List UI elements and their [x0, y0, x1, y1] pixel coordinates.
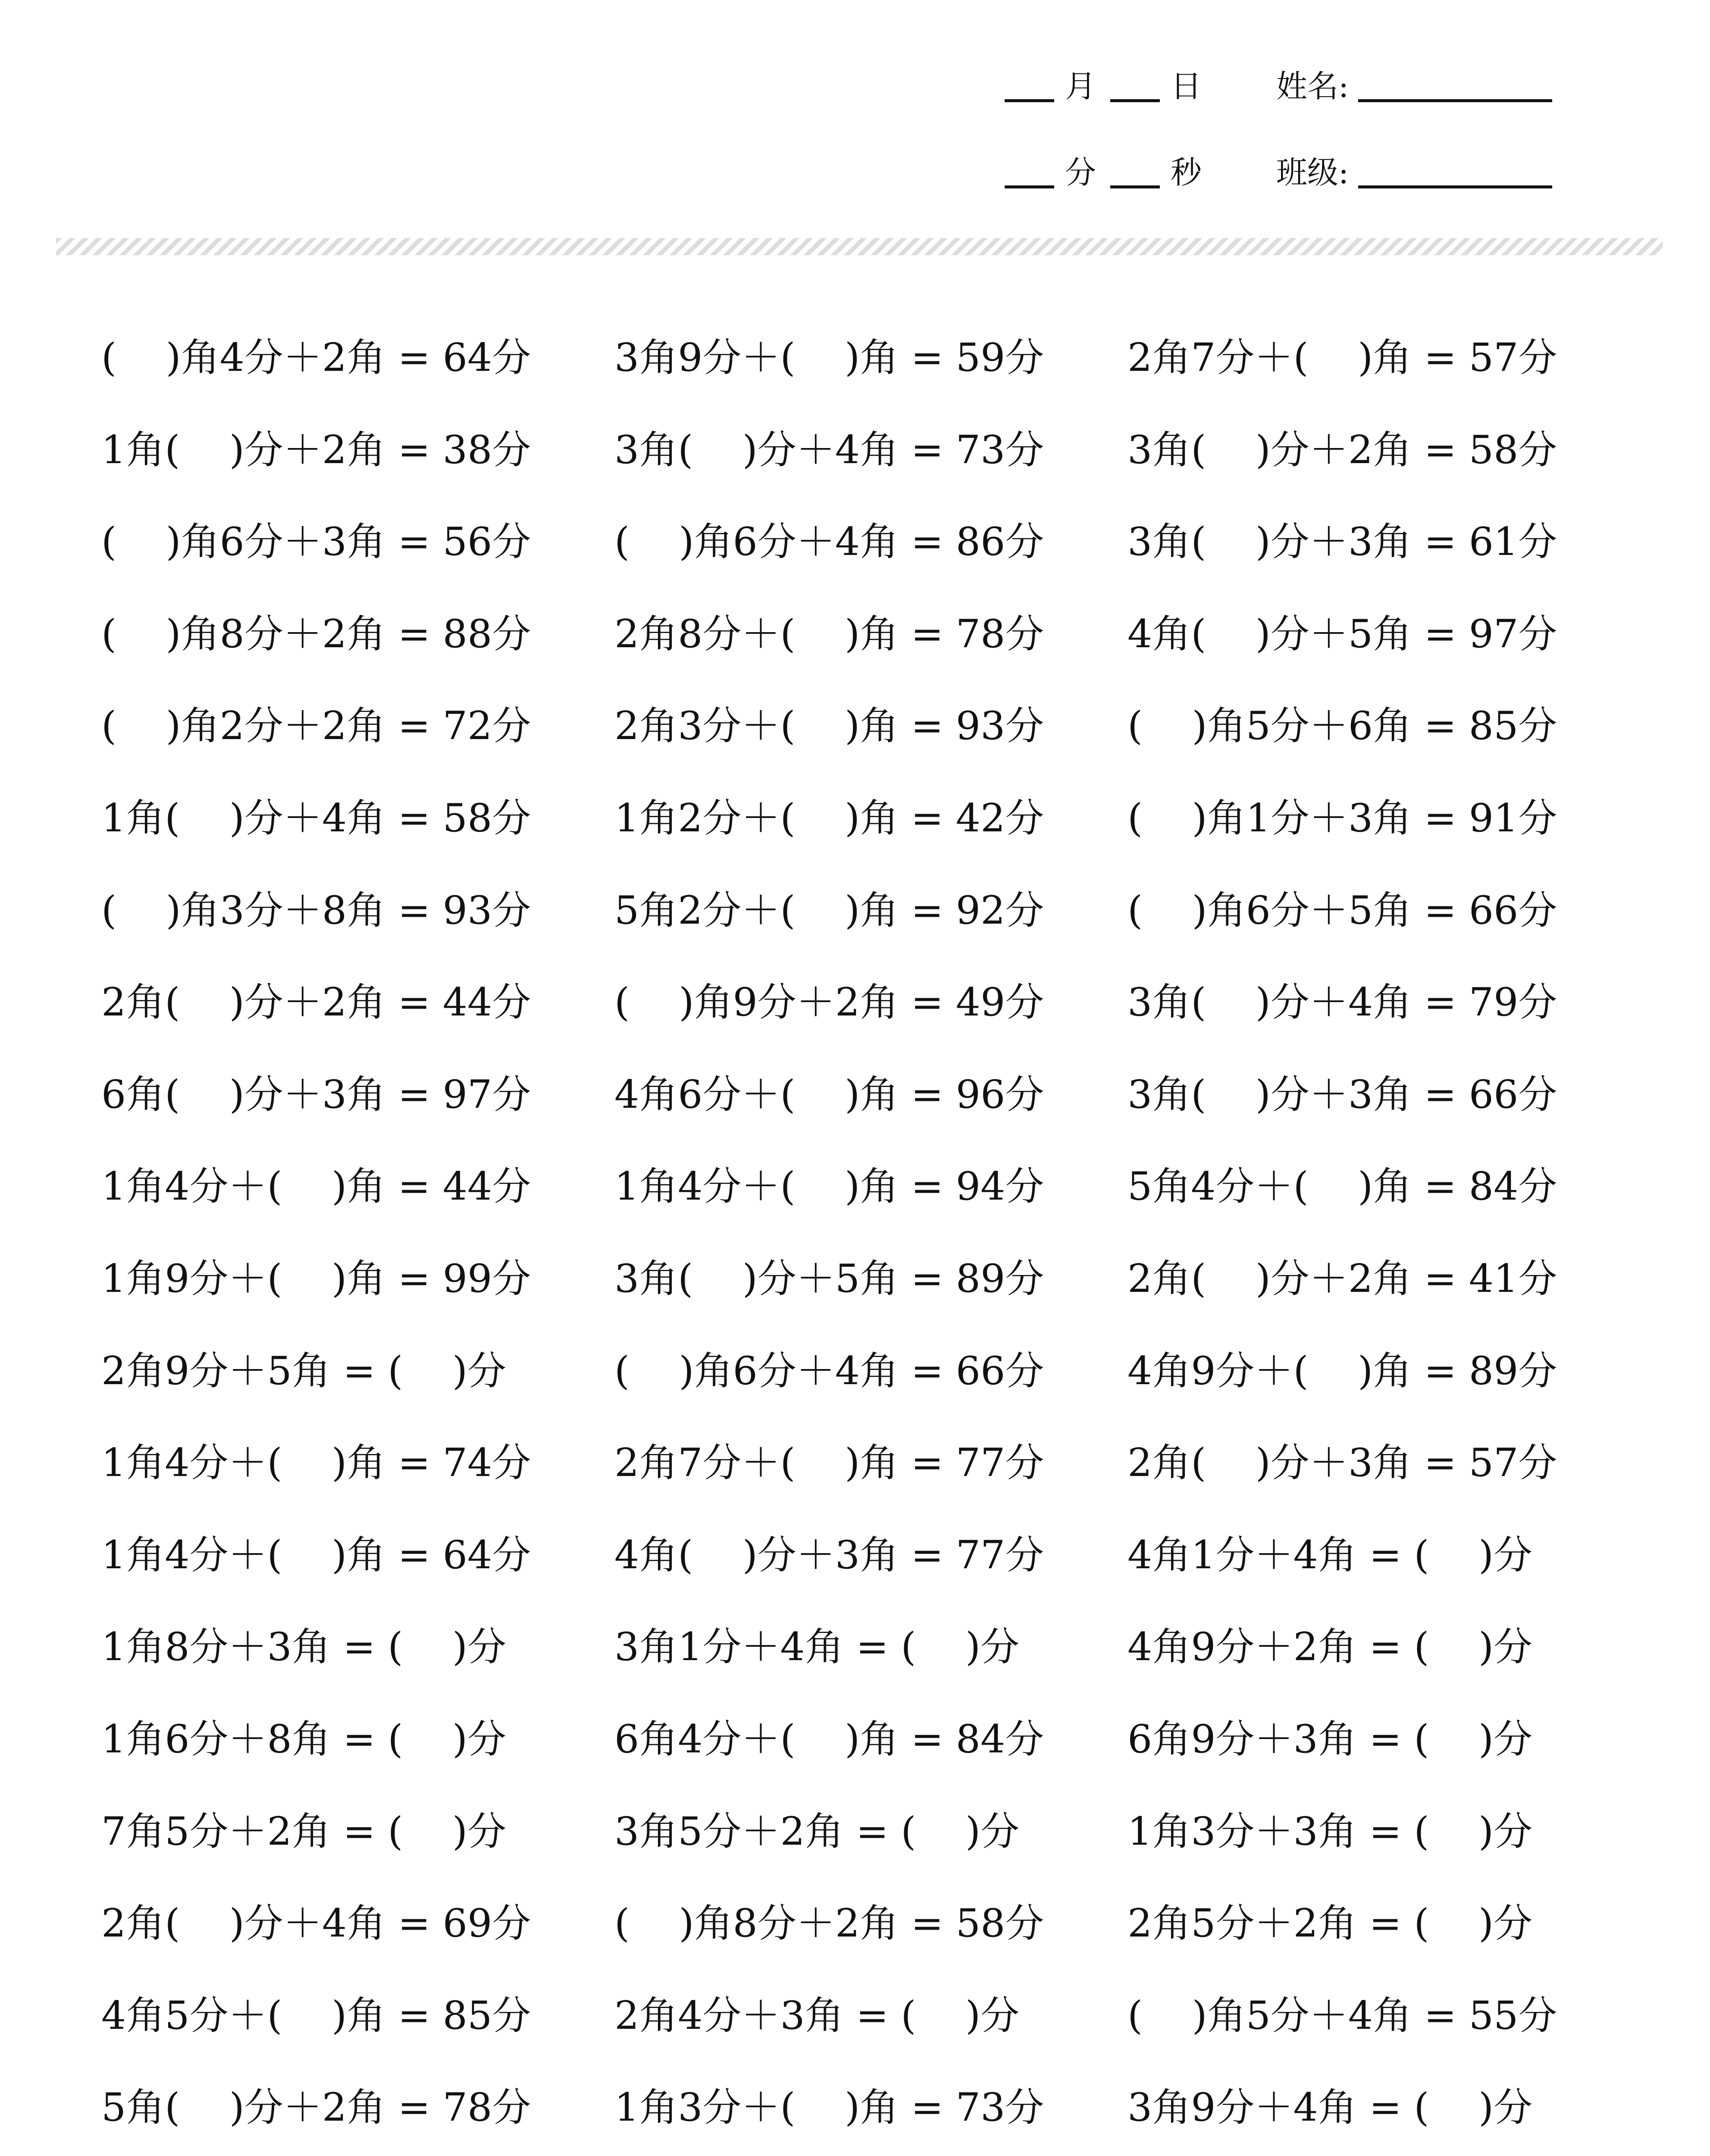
- question-item: 2角5分＋2角 = ( )分: [1127, 1901, 1533, 1946]
- question-item: 3角9分＋4角 = ( )分: [1127, 2085, 1533, 2130]
- question-item: ( )角1分＋3角 = 91分: [1127, 796, 1557, 841]
- question-item: 2角7分＋( )角 = 57分: [1127, 335, 1557, 380]
- question-item: 2角9分＋5角 = ( )分: [101, 1348, 507, 1394]
- question-item: 6角9分＋3角 = ( )分: [1127, 1717, 1533, 1762]
- question-item: 2角( )分＋3角 = 57分: [1127, 1440, 1557, 1485]
- question-item: ( )角8分＋2角 = 88分: [101, 611, 531, 657]
- question-item: 2角3分＋( )角 = 93分: [614, 703, 1044, 749]
- question-item: ( )角5分＋6角 = 85分: [1127, 703, 1557, 749]
- question-item: ( )角3分＋8角 = 93分: [101, 888, 531, 933]
- question-item: 1角2分＋( )角 = 42分: [614, 796, 1044, 841]
- question-item: 3角( )分＋3角 = 61分: [1127, 519, 1557, 564]
- name-label: 姓名:: [1276, 68, 1349, 104]
- question-item: 1角4分＋( )角 = 64分: [101, 1532, 531, 1578]
- question-item: 2角( )分＋4角 = 69分: [101, 1901, 531, 1946]
- question-item: 3角1分＋4角 = ( )分: [614, 1624, 1020, 1670]
- question-item: 1角3分＋( )角 = 73分: [614, 2085, 1044, 2130]
- question-item: 3角( )分＋4角 = 79分: [1127, 980, 1557, 1025]
- question-item: 2角( )分＋2角 = 41分: [1127, 1256, 1557, 1301]
- question-item: 4角1分＋4角 = ( )分: [1127, 1532, 1533, 1578]
- question-item: 3角( )分＋4角 = 73分: [614, 427, 1044, 473]
- question-item: 3角( )分＋3角 = 66分: [1127, 1072, 1557, 1117]
- question-item: 6角4分＋( )角 = 84分: [614, 1717, 1044, 1762]
- question-item: ( )角6分＋3角 = 56分: [101, 519, 531, 564]
- question-item: 6角( )分＋3角 = 97分: [101, 1072, 531, 1117]
- question-item: 1角4分＋( )角 = 44分: [101, 1164, 531, 1209]
- question-item: 5角( )分＋2角 = 78分: [101, 2085, 531, 2130]
- question-item: 7角5分＋2角 = ( )分: [101, 1809, 507, 1854]
- question-item: ( )角2分＋2角 = 72分: [101, 703, 531, 749]
- question-item: ( )角6分＋4角 = 86分: [614, 519, 1044, 564]
- second-label: 秒: [1171, 154, 1202, 191]
- question-item: 4角( )分＋3角 = 77分: [614, 1532, 1044, 1578]
- question-item: 4角9分＋2角 = ( )分: [1127, 1624, 1533, 1670]
- question-item: ( )角4分＋2角 = 64分: [101, 335, 531, 380]
- question-item: ( )角5分＋4角 = 55分: [1127, 1993, 1557, 2038]
- question-item: 3角( )分＋2角 = 58分: [1127, 427, 1557, 473]
- minute-label: 分: [1065, 154, 1096, 191]
- question-item: ( )角6分＋4角 = 66分: [614, 1348, 1044, 1394]
- question-item: 1角9分＋( )角 = 99分: [101, 1256, 531, 1301]
- question-item: 2角4分＋3角 = ( )分: [614, 1993, 1020, 2038]
- question-item: 1角3分＋3角 = ( )分: [1127, 1809, 1533, 1854]
- month-label: 月: [1065, 68, 1096, 104]
- question-item: 5角2分＋( )角 = 92分: [614, 888, 1044, 933]
- question-item: 1角4分＋( )角 = 74分: [101, 1440, 531, 1485]
- question-item: 1角4分＋( )角 = 94分: [614, 1164, 1044, 1209]
- question-item: 4角6分＋( )角 = 96分: [614, 1072, 1044, 1117]
- question-item: 2角( )分＋2角 = 44分: [101, 980, 531, 1025]
- question-item: 4角5分＋( )角 = 85分: [101, 1993, 531, 2038]
- question-item: 1角6分＋8角 = ( )分: [101, 1717, 507, 1762]
- question-item: 5角4分＋( )角 = 84分: [1127, 1164, 1557, 1209]
- class-label: 班级:: [1276, 154, 1349, 191]
- question-item: 4角( )分＋5角 = 97分: [1127, 611, 1557, 657]
- question-item: 4角9分＋( )角 = 89分: [1127, 1348, 1557, 1394]
- question-item: 1角( )分＋4角 = 58分: [101, 796, 531, 841]
- question-item: ( )角6分＋5角 = 66分: [1127, 888, 1557, 933]
- question-item: 3角5分＋2角 = ( )分: [614, 1809, 1020, 1854]
- question-item: 1角( )分＋2角 = 38分: [101, 427, 531, 473]
- question-item: 2角8分＋( )角 = 78分: [614, 611, 1044, 657]
- question-item: ( )角9分＋2角 = 49分: [614, 980, 1044, 1025]
- day-label: 日: [1171, 68, 1202, 104]
- question-item: 3角9分＋( )角 = 59分: [614, 335, 1044, 380]
- question-item: 3角( )分＋5角 = 89分: [614, 1256, 1044, 1301]
- question-item: 1角8分＋3角 = ( )分: [101, 1624, 507, 1670]
- question-item: ( )角8分＋2角 = 58分: [614, 1901, 1044, 1946]
- question-item: 2角7分＋( )角 = 77分: [614, 1440, 1044, 1485]
